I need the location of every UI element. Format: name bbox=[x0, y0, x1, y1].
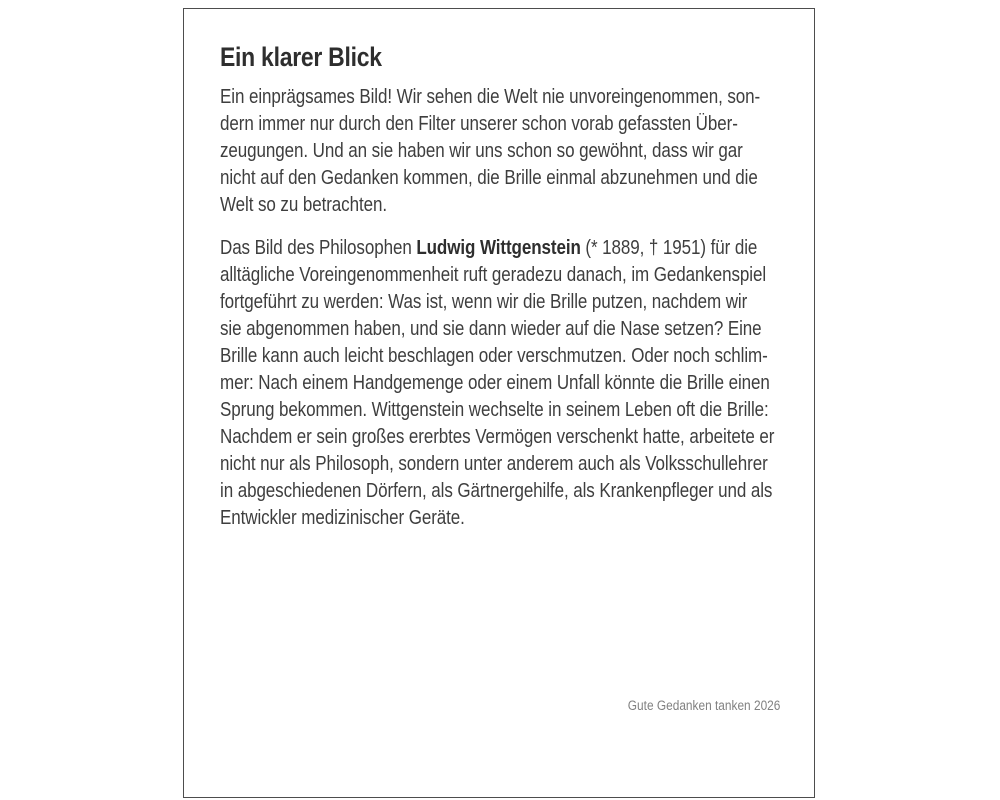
text-line: Sprung bekommen. Wittgenstein wechselte in seinem Leben oft die Brille: bbox=[220, 399, 769, 421]
text-line: Entwickler medizinischer Geräte. bbox=[220, 507, 465, 529]
page-content bbox=[220, 41, 782, 548]
text-line: Welt so zu betrachten. bbox=[220, 194, 387, 216]
text-segment: Das Bild des Philosophen bbox=[220, 237, 417, 259]
paragraph-1 bbox=[220, 84, 782, 219]
footer-credit: Gute Gedanken tanken 2026 bbox=[627, 698, 780, 713]
paragraph-2 bbox=[220, 235, 782, 532]
calendar-page-sheet bbox=[183, 8, 815, 798]
text-line: in abgeschiedenen Dörfern, als Gärtnergehilfe, als Krankenpfleger und als bbox=[220, 480, 773, 502]
text-line: Ein einprägsames Bild! Wir sehen die Welt nie unvoreingenommen, son- bbox=[220, 86, 761, 108]
text-line bbox=[220, 235, 758, 262]
text-line: Nachdem er sein großes ererbtes Vermögen verschenkt hatte, arbeitete er bbox=[220, 426, 775, 448]
text-line: Brille kann auch leicht beschlagen oder verschmutzen. Oder noch schlim- bbox=[220, 345, 768, 367]
person-name-emphasis: Ludwig Wittgenstein bbox=[416, 237, 581, 259]
page-title: Ein klarer Blick bbox=[220, 42, 382, 72]
text-line: sie abgenommen haben, und sie dann wieder auf die Nase setzen? Eine bbox=[220, 318, 762, 340]
text-segment: (* 1889, † 1951) für die bbox=[580, 237, 758, 259]
text-line: alltägliche Voreingenommenheit ruft geradezu danach, im Gedankenspiel bbox=[220, 264, 767, 286]
text-line: dern immer nur durch den Filter unserer schon vorab gefassten Über- bbox=[220, 113, 738, 135]
text-line: nicht nur als Philosoph, sondern unter anderem auch als Volksschullehrer bbox=[220, 453, 768, 475]
text-line: zeugungen. Und an sie haben wir uns schon so gewöhnt, dass wir gar bbox=[220, 140, 743, 162]
text-line: mer: Nach einem Handgemenge oder einem Unfall könnte die Brille einen bbox=[220, 372, 770, 394]
text-line: fortgeführt zu werden: Was ist, wenn wir die Brille putzen, nachdem wir bbox=[220, 291, 748, 313]
text-line: nicht auf den Gedanken kommen, die Brille einmal abzunehmen und die bbox=[220, 167, 758, 189]
